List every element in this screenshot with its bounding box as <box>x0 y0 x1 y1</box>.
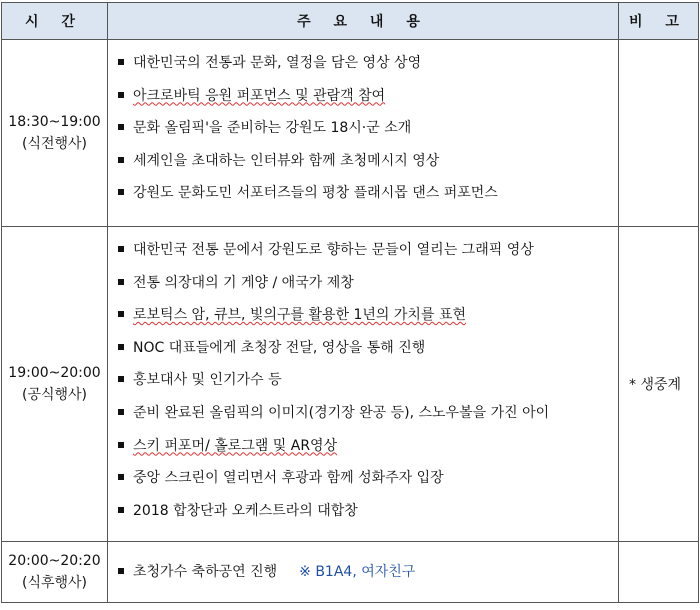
note-cell <box>619 40 699 227</box>
list-item: 대한민국 전통 문에서 강원도로 향하는 문들이 열리는 그래픽 영상 <box>118 234 618 267</box>
bullet-icon <box>118 376 124 382</box>
row-pre-event <box>2 40 699 227</box>
bullet-icon <box>118 246 124 252</box>
list-item: 아크로바틱 응원 퍼포먼스 및 관람객 참여 <box>118 80 618 113</box>
event-label: (공식행사) <box>21 387 88 403</box>
bullet-icon <box>118 568 124 574</box>
bullet-icon <box>118 124 124 130</box>
list-item: 홍보대사 및 인기가수 등 <box>118 364 618 397</box>
list-item: 중앙 스크린이 열리면서 후광과 함께 성화주자 입장 <box>118 462 618 495</box>
list-item: 준비 완료된 올림픽의 이미지(경기장 완공 등), 스노우볼을 가진 아이 <box>118 397 618 430</box>
note-cell: * 생중계 <box>619 227 699 542</box>
bullet-icon <box>118 507 124 513</box>
time-cell <box>2 542 108 603</box>
bullet-icon <box>118 442 124 448</box>
list-item: 강원도 문화도민 서포터즈들의 평창 플래시몹 댄스 퍼포먼스 <box>118 177 618 210</box>
note-cell <box>619 542 699 603</box>
bullet-icon <box>118 344 124 350</box>
list-item: 초청가수 축하공연 진행 ※ B1A4, 여자친구 <box>118 556 618 589</box>
list-item: 2018 합창단과 오케스트라의 대합창 <box>118 495 618 528</box>
row-post-event <box>2 542 699 603</box>
header-content: 주 요 내 용 <box>108 3 619 40</box>
list-item: 문화 올림픽'을 준비하는 강원도 18시·군 소개 <box>118 112 618 145</box>
header-time: 시 간 <box>2 3 108 40</box>
bullet-icon <box>118 409 124 415</box>
bullet-icon <box>118 59 124 65</box>
header-note: 비 고 <box>619 3 699 40</box>
schedule-table <box>1 2 699 603</box>
list-item: 대한민국의 전통과 문화, 열정을 담은 영상 상영 <box>118 47 618 80</box>
time-cell <box>2 40 108 227</box>
row-official-event <box>2 227 699 542</box>
bullet-icon <box>118 157 124 163</box>
time-range: 18:30~19:00 <box>8 114 101 130</box>
list-item: NOC 대표들에게 초청장 전달, 영상을 통해 진행 <box>118 332 618 365</box>
time-range: 19:00~20:00 <box>8 365 101 381</box>
content-cell <box>108 542 619 603</box>
list-item: 전통 의장대의 기 게양 / 애국가 제창 <box>118 267 618 300</box>
bullet-icon <box>118 92 124 98</box>
list-item: 스키 퍼포머/ 홀로그램 및 AR영상 <box>118 430 618 463</box>
bullet-icon <box>118 279 124 285</box>
time-range: 20:00~20:20 <box>8 553 101 569</box>
content-cell <box>108 227 619 542</box>
header-row <box>2 3 699 40</box>
time-cell <box>2 227 108 542</box>
bullet-icon <box>118 474 124 480</box>
list-item: 로보틱스 암, 큐브, 빛의구를 활용한 1년의 가치를 표현 <box>118 299 618 332</box>
content-cell <box>108 40 619 227</box>
bullet-icon <box>118 189 124 195</box>
performer-note: ※ B1A4, 여자친구 <box>299 563 416 580</box>
event-label: (식전행사) <box>21 136 88 152</box>
bullet-icon <box>118 311 124 317</box>
event-label: (식후행사) <box>21 575 88 591</box>
list-item: 세계인을 초대하는 인터뷰와 함께 초청메시지 영상 <box>118 145 618 178</box>
